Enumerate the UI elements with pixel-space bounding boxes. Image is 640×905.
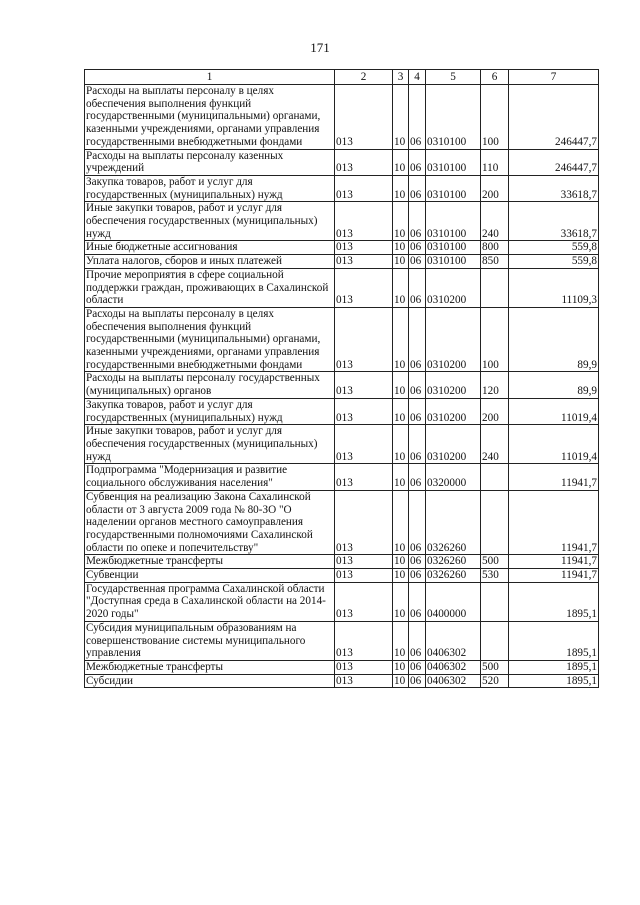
expense-type-cell: 100 <box>481 307 509 372</box>
section-cell: 10 <box>393 372 409 398</box>
amount-cell: 1895,1 <box>509 674 599 688</box>
ministry-code-cell: 013 <box>335 202 393 241</box>
expense-type-cell: 240 <box>481 202 509 241</box>
target-article-cell: 0320000 <box>426 464 481 490</box>
subsection-cell: 06 <box>409 307 426 372</box>
target-article-cell: 0310200 <box>426 425 481 464</box>
table-row <box>85 490 599 555</box>
expense-name-cell: Субвенции <box>85 569 335 583</box>
ministry-code-cell: 013 <box>335 582 393 621</box>
column-header: 7 <box>509 70 599 85</box>
expense-type-cell: 200 <box>481 398 509 424</box>
expense-name-cell: Иные закупки товаров, работ и услуг для обеспечения государственных (муниципальных) нужд <box>85 202 335 241</box>
table-row <box>85 464 599 490</box>
section-cell: 10 <box>393 490 409 555</box>
ministry-code-cell: 013 <box>335 149 393 175</box>
expense-type-cell: 240 <box>481 425 509 464</box>
section-cell: 10 <box>393 307 409 372</box>
expense-name-cell: Расходы на выплаты персоналу казенных учреждений <box>85 149 335 175</box>
ministry-code-cell: 013 <box>335 175 393 201</box>
subsection-cell: 06 <box>409 398 426 424</box>
target-article-cell: 0326260 <box>426 555 481 569</box>
expense-name-cell: Межбюджетные трансферты <box>85 660 335 674</box>
section-cell: 10 <box>393 621 409 660</box>
table-row <box>85 660 599 674</box>
expense-type-cell: 100 <box>481 85 509 150</box>
table-row <box>85 621 599 660</box>
amount-cell: 11019,4 <box>509 398 599 424</box>
target-article-cell: 0326260 <box>426 569 481 583</box>
amount-cell: 11941,7 <box>509 555 599 569</box>
ministry-code-cell: 013 <box>335 255 393 269</box>
subsection-cell: 06 <box>409 149 426 175</box>
ministry-code-cell: 013 <box>335 85 393 150</box>
section-cell: 10 <box>393 555 409 569</box>
section-cell: 10 <box>393 175 409 201</box>
ministry-code-cell: 013 <box>335 660 393 674</box>
target-article-cell: 0310200 <box>426 307 481 372</box>
amount-cell: 246447,7 <box>509 85 599 150</box>
table-row <box>85 569 599 583</box>
column-header: 1 <box>85 70 335 85</box>
amount-cell: 89,9 <box>509 307 599 372</box>
budget-table <box>84 69 599 688</box>
subsection-cell: 06 <box>409 490 426 555</box>
section-cell: 10 <box>393 569 409 583</box>
subsection-cell: 06 <box>409 464 426 490</box>
table-row <box>85 175 599 201</box>
expense-type-cell: 120 <box>481 372 509 398</box>
table-row <box>85 674 599 688</box>
table-row <box>85 398 599 424</box>
ministry-code-cell: 013 <box>335 464 393 490</box>
target-article-cell: 0326260 <box>426 490 481 555</box>
table-row <box>85 555 599 569</box>
expense-name-cell: Расходы на выплаты персоналу в целях обеспечения выполнения функций государственными (муниципальными) органами, казенными учреждениями, органами управления государственными внебюджетными фондами <box>85 307 335 372</box>
ministry-code-cell: 013 <box>335 268 393 307</box>
expense-name-cell: Расходы на выплаты персоналу государственных (муниципальных) органов <box>85 372 335 398</box>
page-number: 171 <box>310 40 330 55</box>
column-header: 5 <box>426 70 481 85</box>
ministry-code-cell: 013 <box>335 490 393 555</box>
subsection-cell: 06 <box>409 241 426 255</box>
section-cell: 10 <box>393 149 409 175</box>
expense-name-cell: Иные закупки товаров, работ и услуг для обеспечения государственных (муниципальных) нужд <box>85 425 335 464</box>
column-header: 4 <box>409 70 426 85</box>
section-cell: 10 <box>393 674 409 688</box>
subsection-cell: 06 <box>409 660 426 674</box>
expense-type-cell <box>481 464 509 490</box>
amount-cell: 89,9 <box>509 372 599 398</box>
expense-name-cell: Расходы на выплаты персоналу в целях обеспечения выполнения функций государственными (муниципальными) органами, казенными учреждениями, органами управления государственными внебюджетными фондами <box>85 85 335 150</box>
table-row <box>85 307 599 372</box>
ministry-code-cell: 013 <box>335 621 393 660</box>
amount-cell: 11941,7 <box>509 569 599 583</box>
table-row <box>85 149 599 175</box>
ministry-code-cell: 013 <box>335 674 393 688</box>
subsection-cell: 06 <box>409 569 426 583</box>
target-article-cell: 0400000 <box>426 582 481 621</box>
expense-name-cell: Межбюджетные трансферты <box>85 555 335 569</box>
subsection-cell: 06 <box>409 202 426 241</box>
section-cell: 10 <box>393 582 409 621</box>
amount-cell: 1895,1 <box>509 582 599 621</box>
expense-type-cell <box>481 490 509 555</box>
ministry-code-cell: 013 <box>335 307 393 372</box>
ministry-code-cell: 013 <box>335 425 393 464</box>
table-row <box>85 425 599 464</box>
subsection-cell: 06 <box>409 582 426 621</box>
target-article-cell: 0310100 <box>426 175 481 201</box>
expense-name-cell: Уплата налогов, сборов и иных платежей <box>85 255 335 269</box>
ministry-code-cell: 013 <box>335 555 393 569</box>
subsection-cell: 06 <box>409 175 426 201</box>
section-cell: 10 <box>393 464 409 490</box>
expense-name-cell: Субвенция на реализацию Закона Сахалинской области от 3 августа 2009 года № 80-ЗО "О наделении органов местного самоуправления государственными полномочиями Сахалинской области по опеке и попечительству" <box>85 490 335 555</box>
subsection-cell: 06 <box>409 372 426 398</box>
table-row <box>85 202 599 241</box>
table-row <box>85 372 599 398</box>
expense-name-cell: Государственная программа Сахалинской области "Доступная среда в Сахалинской области на 2014-2020 годы" <box>85 582 335 621</box>
amount-cell: 33618,7 <box>509 202 599 241</box>
expense-name-cell: Подпрограмма "Модернизация и развитие социального обслуживания населения" <box>85 464 335 490</box>
table-row <box>85 268 599 307</box>
amount-cell: 11941,7 <box>509 490 599 555</box>
section-cell: 10 <box>393 202 409 241</box>
amount-cell: 11941,7 <box>509 464 599 490</box>
section-cell: 10 <box>393 425 409 464</box>
target-article-cell: 0310200 <box>426 372 481 398</box>
expense-name-cell: Закупка товаров, работ и услуг для государственных (муниципальных) нужд <box>85 175 335 201</box>
subsection-cell: 06 <box>409 255 426 269</box>
target-article-cell: 0310100 <box>426 241 481 255</box>
amount-cell: 33618,7 <box>509 175 599 201</box>
header-row <box>85 70 599 85</box>
subsection-cell: 06 <box>409 85 426 150</box>
table-row <box>85 255 599 269</box>
expense-type-cell: 500 <box>481 660 509 674</box>
amount-cell: 1895,1 <box>509 660 599 674</box>
expense-type-cell: 850 <box>481 255 509 269</box>
ministry-code-cell: 013 <box>335 372 393 398</box>
expense-type-cell: 500 <box>481 555 509 569</box>
expense-type-cell <box>481 582 509 621</box>
ministry-code-cell: 013 <box>335 241 393 255</box>
table-row <box>85 582 599 621</box>
expense-type-cell: 200 <box>481 175 509 201</box>
amount-cell: 1895,1 <box>509 621 599 660</box>
section-cell: 10 <box>393 255 409 269</box>
expense-type-cell <box>481 621 509 660</box>
section-cell: 10 <box>393 85 409 150</box>
expense-type-cell: 530 <box>481 569 509 583</box>
subsection-cell: 06 <box>409 674 426 688</box>
budget-table-body <box>85 85 599 688</box>
subsection-cell: 06 <box>409 425 426 464</box>
expense-name-cell: Прочие мероприятия в сфере социальной поддержки граждан, проживающих в Сахалинской области <box>85 268 335 307</box>
expense-type-cell <box>481 268 509 307</box>
target-article-cell: 0310100 <box>426 85 481 150</box>
section-cell: 10 <box>393 268 409 307</box>
ministry-code-cell: 013 <box>335 569 393 583</box>
target-article-cell: 0310200 <box>426 268 481 307</box>
target-article-cell: 0310100 <box>426 149 481 175</box>
target-article-cell: 0406302 <box>426 660 481 674</box>
target-article-cell: 0406302 <box>426 674 481 688</box>
amount-cell: 11109,3 <box>509 268 599 307</box>
column-header: 3 <box>393 70 409 85</box>
expense-type-cell: 110 <box>481 149 509 175</box>
amount-cell: 559,8 <box>509 255 599 269</box>
column-header: 6 <box>481 70 509 85</box>
target-article-cell: 0310100 <box>426 255 481 269</box>
expense-name-cell: Субсидии <box>85 674 335 688</box>
section-cell: 10 <box>393 241 409 255</box>
section-cell: 10 <box>393 398 409 424</box>
target-article-cell: 0310200 <box>426 398 481 424</box>
expense-name-cell: Субсидия муниципальным образованиям на совершенствование системы муниципального управления <box>85 621 335 660</box>
expense-type-cell: 520 <box>481 674 509 688</box>
amount-cell: 11019,4 <box>509 425 599 464</box>
subsection-cell: 06 <box>409 268 426 307</box>
section-cell: 10 <box>393 660 409 674</box>
expense-type-cell: 800 <box>481 241 509 255</box>
expense-name-cell: Закупка товаров, работ и услуг для государственных (муниципальных) нужд <box>85 398 335 424</box>
table-row <box>85 85 599 150</box>
amount-cell: 246447,7 <box>509 149 599 175</box>
subsection-cell: 06 <box>409 621 426 660</box>
ministry-code-cell: 013 <box>335 398 393 424</box>
subsection-cell: 06 <box>409 555 426 569</box>
amount-cell: 559,8 <box>509 241 599 255</box>
table-row <box>85 241 599 255</box>
column-header: 2 <box>335 70 393 85</box>
expense-name-cell: Иные бюджетные ассигнования <box>85 241 335 255</box>
target-article-cell: 0406302 <box>426 621 481 660</box>
target-article-cell: 0310100 <box>426 202 481 241</box>
